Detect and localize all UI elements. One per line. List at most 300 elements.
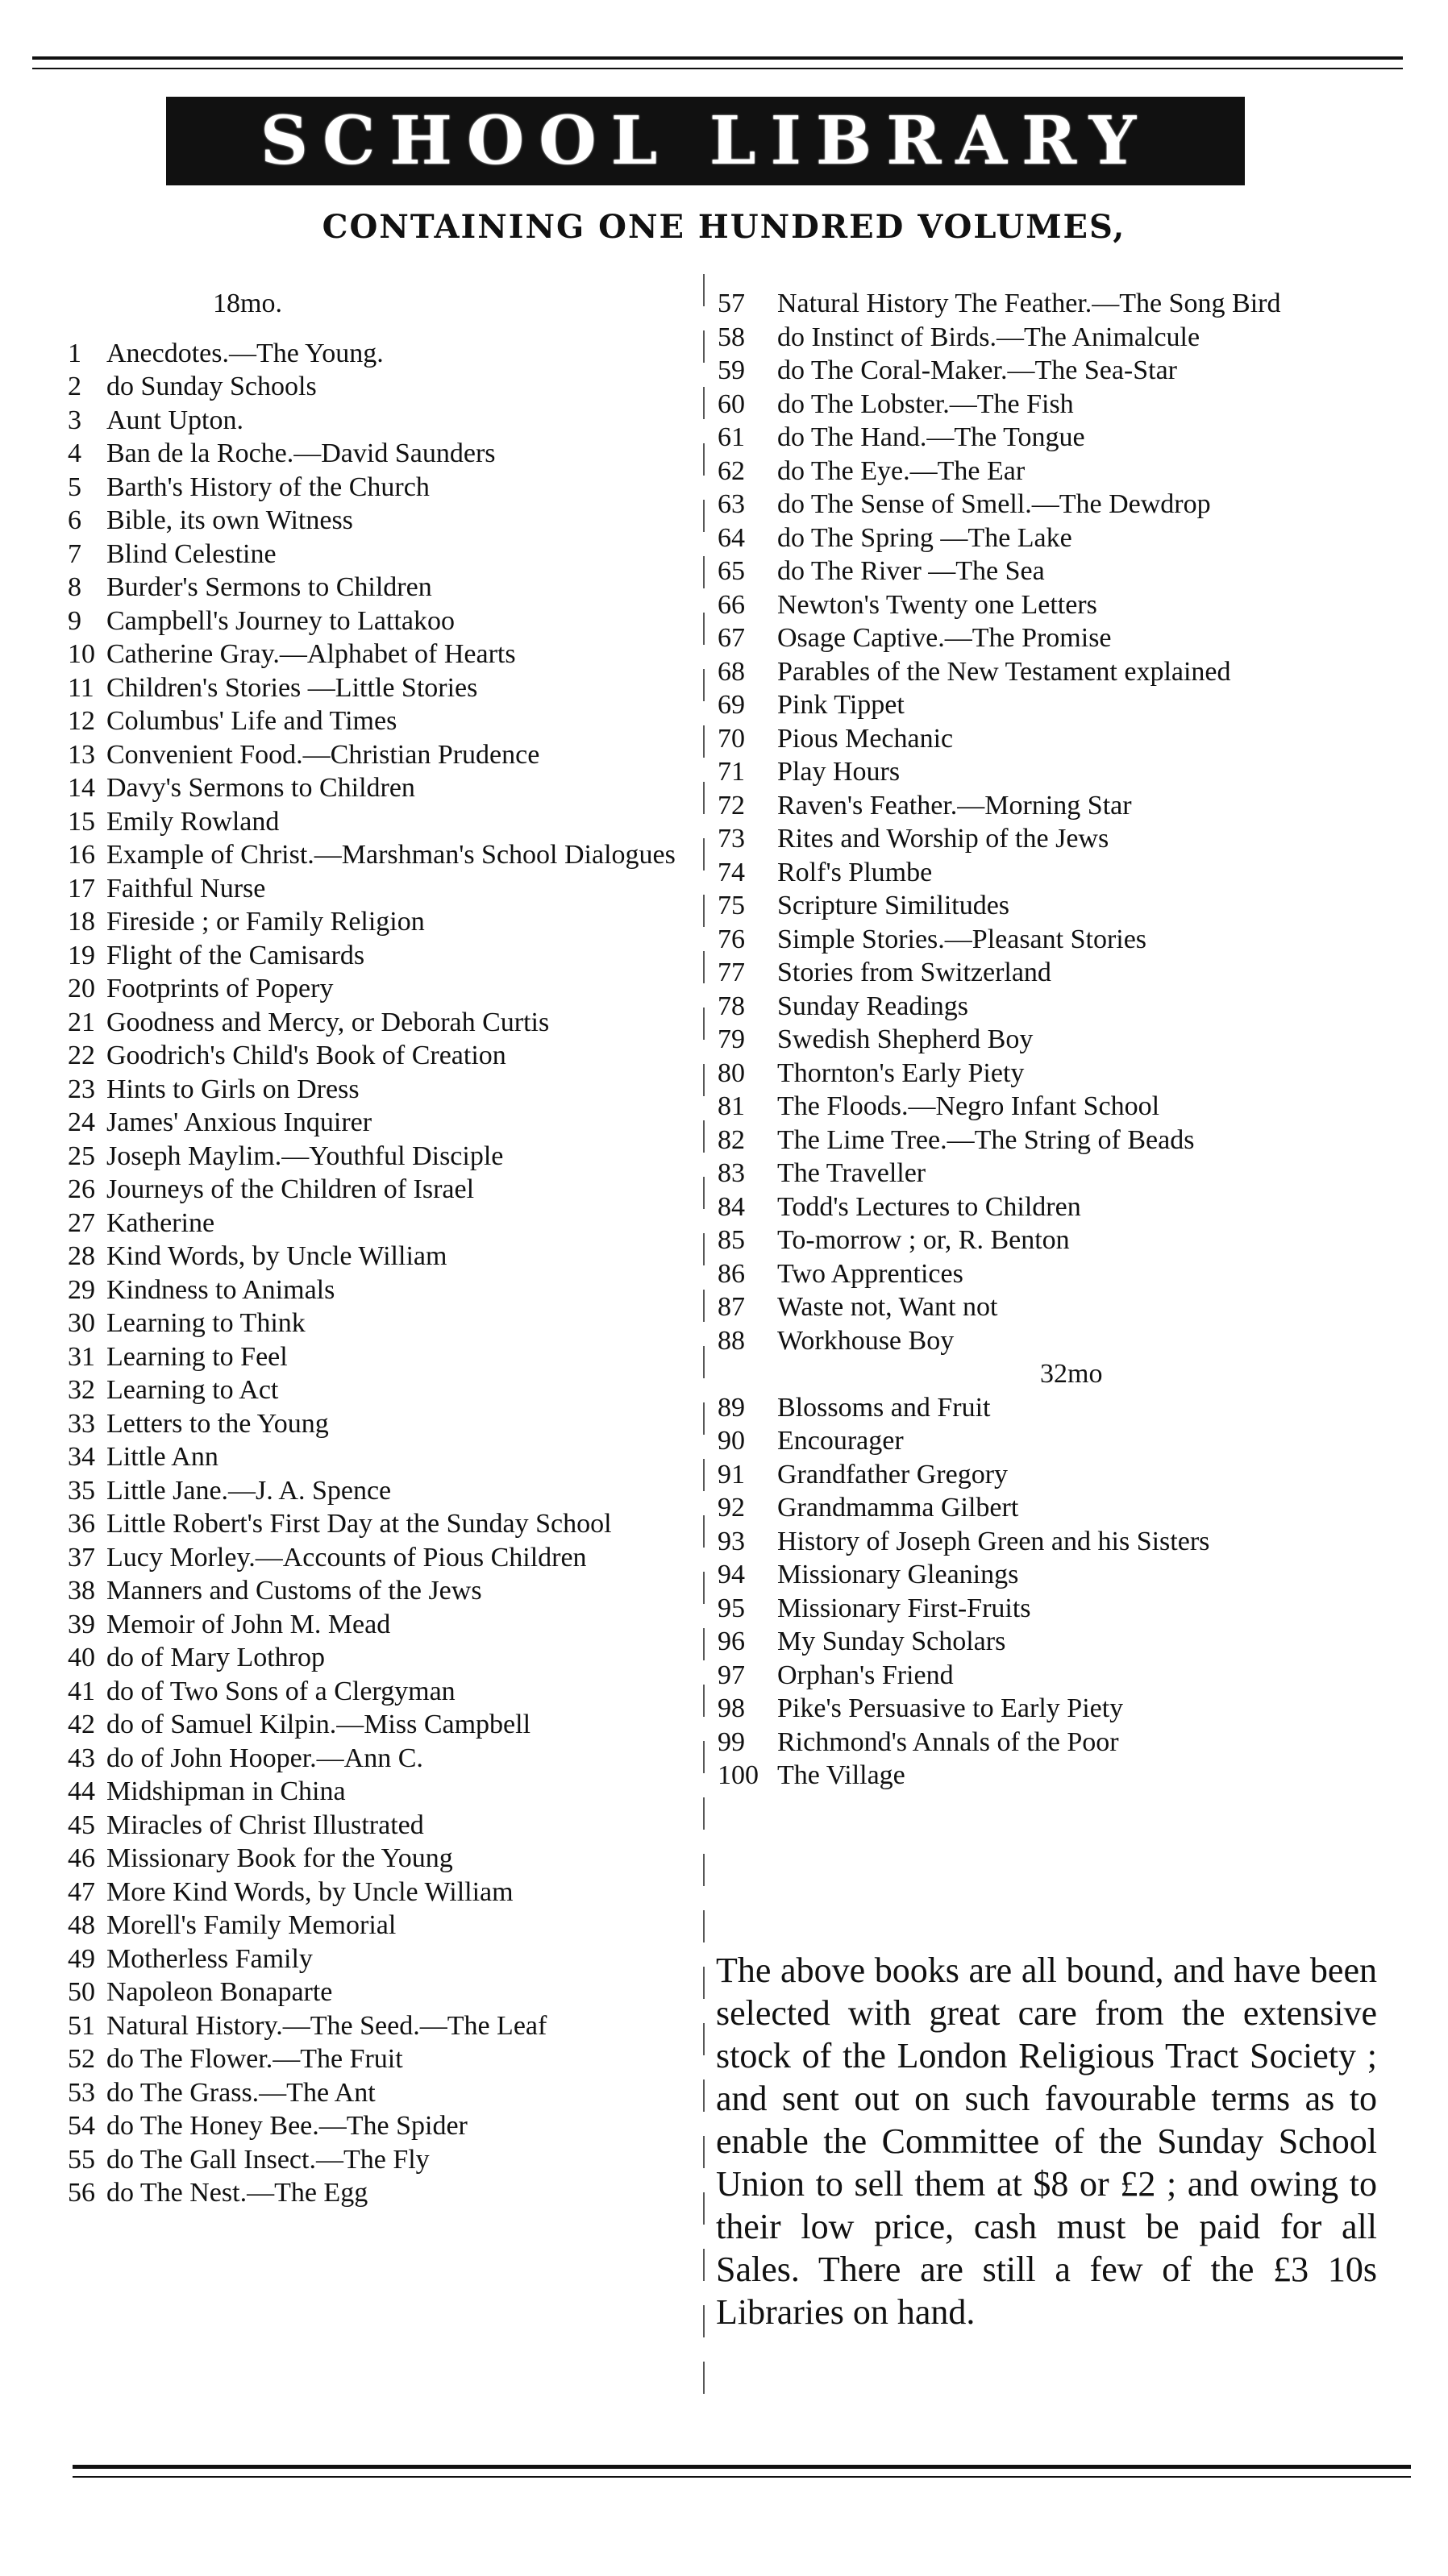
- item-number: 33: [68, 1408, 95, 1439]
- item-title: Raven's Feather.—Morning Star: [777, 790, 1132, 821]
- item-number: 46: [68, 1843, 95, 1873]
- item-number: 60: [718, 388, 745, 419]
- item-title: do The Honey Bee.—The Spider: [106, 2111, 468, 2141]
- item-title: Pike's Persuasive to Early Piety: [777, 1693, 1124, 1723]
- list-item: [68, 1207, 697, 1240]
- list-item: [68, 1340, 697, 1374]
- item-number: 54: [68, 2111, 95, 2141]
- item-number: 14: [68, 773, 95, 803]
- item-number: 16: [68, 840, 95, 870]
- item-title: Todd's Lectures to Children: [777, 1191, 1081, 1222]
- item-title: Osage Captive.—The Promise: [777, 623, 1112, 653]
- item-number: 31: [68, 1341, 95, 1372]
- item-title: Fireside ; or Family Religion: [106, 907, 425, 937]
- list-item: [68, 605, 697, 638]
- list-item: [718, 822, 1379, 856]
- item-number: 96: [718, 1627, 745, 1656]
- item-number: 53: [68, 2077, 95, 2108]
- list-item: [718, 354, 1379, 388]
- item-number: 20: [68, 974, 95, 1003]
- item-title: Encourager: [777, 1426, 904, 1456]
- item-number: 85: [718, 1225, 745, 1255]
- column-divider: [703, 274, 705, 2418]
- top-rule-2: [32, 68, 1403, 69]
- item-title: Napoleon Bonaparte: [106, 1977, 333, 2007]
- item-title: Manners and Customs of the Jews: [106, 1576, 482, 1606]
- item-number: 72: [718, 790, 745, 821]
- item-title: Missionary First-Fruits: [777, 1593, 1031, 1623]
- item-number: 84: [718, 1191, 745, 1222]
- left-list: [68, 337, 697, 2210]
- list-item: [68, 1073, 697, 1107]
- item-number: 29: [68, 1274, 95, 1305]
- item-title: do The Lobster.—The Fish: [777, 388, 1074, 419]
- list-item: [68, 1675, 697, 1709]
- list-item: [68, 1909, 697, 1942]
- bottom-rule-1: [73, 2465, 1411, 2469]
- list-item: [718, 521, 1379, 555]
- item-number: 8: [68, 572, 81, 602]
- list-item: [68, 1641, 697, 1675]
- list-item: [68, 1775, 697, 1809]
- list-item: [68, 1507, 697, 1541]
- item-title: Pink Tippet: [777, 690, 905, 720]
- item-number: 79: [718, 1024, 745, 1054]
- right-list: [718, 287, 1379, 1357]
- list-item: [718, 1458, 1379, 1492]
- item-title: Little Robert's First Day at the Sunday School: [106, 1509, 612, 1539]
- item-number: 63: [718, 489, 745, 519]
- item-number: 47: [68, 1876, 95, 1907]
- item-title: Blossoms and Fruit: [777, 1392, 991, 1423]
- list-item: [68, 2143, 697, 2177]
- section-heading: 32mo: [1040, 1359, 1103, 1389]
- list-item: [68, 1976, 697, 2009]
- item-title: Blind Celestine: [106, 538, 277, 569]
- list-item: [718, 588, 1379, 622]
- item-title: Kindness to Animals: [106, 1274, 335, 1305]
- item-number: 23: [68, 1074, 95, 1104]
- item-number: 91: [718, 1459, 745, 1490]
- list-item: [68, 939, 697, 973]
- list-item: [718, 1290, 1379, 1324]
- item-title: Natural History The Feather.—The Song Bird: [777, 289, 1281, 318]
- item-title: More Kind Words, by Uncle William: [106, 1876, 514, 1907]
- item-title: Newton's Twenty one Letters: [777, 589, 1097, 620]
- list-item: [68, 972, 697, 1006]
- list-item: [68, 1307, 697, 1340]
- list-item: [68, 1407, 697, 1441]
- list-item: [718, 1324, 1379, 1358]
- item-title: Convenient Food.—Christian Prudence: [106, 739, 540, 770]
- item-number: 27: [68, 1207, 95, 1238]
- item-number: 97: [718, 1660, 745, 1690]
- item-number: 43: [68, 1743, 95, 1773]
- item-title: Joseph Maylim.—Youthful Disciple: [106, 1141, 504, 1171]
- item-number: 58: [718, 322, 745, 352]
- item-number: 71: [718, 757, 745, 787]
- item-title: Goodness and Mercy, or Deborah Curtis: [106, 1007, 550, 1037]
- list-item: [718, 455, 1379, 488]
- item-number: 26: [68, 1174, 95, 1204]
- item-title: Natural History.—The Seed.—The Leaf: [106, 2010, 547, 2041]
- list-item: [718, 856, 1379, 890]
- list-item: [718, 1558, 1379, 1592]
- title-banner: [166, 97, 1245, 185]
- item-title: Davy's Sermons to Children: [106, 773, 415, 803]
- item-title: Rolf's Plumbe: [777, 857, 933, 887]
- list-item: [68, 905, 697, 939]
- list-item: [68, 1140, 697, 1174]
- item-number: 93: [718, 1526, 745, 1556]
- item-number: 55: [68, 2144, 95, 2175]
- item-number: 61: [718, 422, 745, 452]
- right-column: [718, 287, 1379, 1793]
- list-item: [68, 2109, 697, 2143]
- item-title: Orphan's Friend: [777, 1660, 954, 1690]
- item-title: Emily Rowland: [106, 806, 280, 837]
- list-item: [68, 1106, 697, 1140]
- item-title: Faithful Nurse: [106, 873, 266, 904]
- item-number: 59: [718, 355, 745, 385]
- list-item: [718, 990, 1379, 1024]
- item-title: Swedish Shepherd Boy: [777, 1024, 1034, 1054]
- item-title: Play Hours: [777, 757, 901, 787]
- item-number: 9: [68, 605, 81, 636]
- item-title: Ban de la Roche.—David Saunders: [106, 438, 496, 468]
- item-title: History of Joseph Green and his Sisters: [777, 1526, 1210, 1556]
- item-title: Grandfather Gregory: [777, 1459, 1009, 1490]
- item-number: 83: [718, 1158, 745, 1188]
- item-title: Learning to Feel: [106, 1341, 288, 1372]
- list-item: [68, 671, 697, 705]
- section-heading: 18mo.: [213, 289, 282, 318]
- item-title: Scripture Similitudes: [777, 891, 1010, 920]
- item-number: 21: [68, 1007, 95, 1037]
- subtitle: CONTAINING ONE HUNDRED VOLUMES,: [322, 208, 1126, 246]
- item-title: Journeys of the Children of Israel: [106, 1174, 475, 1204]
- item-number: 38: [68, 1576, 95, 1606]
- item-number: 13: [68, 739, 95, 770]
- item-number: 89: [718, 1392, 745, 1423]
- item-number: 99: [718, 1726, 745, 1757]
- list-item: [68, 838, 697, 872]
- item-title: Letters to the Young: [106, 1408, 329, 1439]
- item-title: Parables of the New Testament explained: [777, 656, 1231, 687]
- list-item: [718, 1692, 1379, 1726]
- item-title: Rites and Worship of the Jews: [777, 824, 1109, 854]
- list-item: [68, 1842, 697, 1876]
- item-title: Example of Christ.—Marshman's School Dialogues: [106, 840, 676, 870]
- item-title: The Village: [777, 1760, 905, 1790]
- item-title: Richmond's Annals of the Poor: [777, 1726, 1119, 1757]
- item-title: Barth's History of the Church: [106, 472, 430, 502]
- item-title: To-morrow ; or, R. Benton: [777, 1225, 1070, 1255]
- item-number: 100: [718, 1760, 759, 1790]
- list-item: [68, 471, 697, 505]
- item-number: 2: [68, 372, 81, 401]
- list-item: [68, 1173, 697, 1207]
- item-title: do of John Hooper.—Ann C.: [106, 1743, 423, 1773]
- item-number: 1: [68, 338, 81, 368]
- item-title: Memoir of John M. Mead: [106, 1609, 391, 1639]
- item-title: do Instinct of Birds.—The Animalcule: [777, 322, 1200, 352]
- list-item: [718, 1023, 1379, 1057]
- item-number: 80: [718, 1057, 745, 1088]
- item-number: 56: [68, 2178, 95, 2208]
- list-item: [718, 1592, 1379, 1626]
- notice-paragraph: The above books are all bound, and have been selected with great care from the extensive stock of the London Religious Tract Society ; and sent out on such favourable terms as to enable the Committee of the Sunday School Union to sell them at $8 or £2 ; and owing to their low price, cash must be paid for all Sales. There are still a few of the £3 10s Libraries on hand.: [716, 1951, 1377, 2332]
- list-item: [68, 1474, 697, 1508]
- list-item: [68, 1742, 697, 1776]
- list-item: [68, 2042, 697, 2076]
- item-number: 19: [68, 940, 95, 970]
- list-item: [718, 388, 1379, 422]
- item-number: 94: [718, 1560, 745, 1589]
- list-item: [718, 1491, 1379, 1525]
- item-number: 25: [68, 1141, 95, 1171]
- list-item: [718, 1124, 1379, 1157]
- bottom-rule-2: [73, 2476, 1411, 2478]
- item-title: Campbell's Journey to Lattakoo: [106, 605, 455, 636]
- item-number: 36: [68, 1509, 95, 1539]
- list-item: [68, 2009, 697, 2043]
- item-number: 98: [718, 1693, 745, 1723]
- top-rule-1: [32, 56, 1403, 60]
- item-number: 24: [68, 1107, 95, 1137]
- list-item: [68, 738, 697, 772]
- right-list: [718, 1391, 1379, 1793]
- item-number: 86: [718, 1258, 745, 1289]
- item-number: 35: [68, 1475, 95, 1506]
- list-item: [718, 287, 1379, 321]
- item-title: do The Hand.—The Tongue: [777, 422, 1085, 452]
- page-title: SCHOOL LIBRARY: [260, 102, 1151, 180]
- list-item: [718, 621, 1379, 655]
- item-number: 15: [68, 806, 95, 837]
- list-item: [68, 1273, 697, 1307]
- item-number: 45: [68, 1809, 95, 1840]
- item-title: Catherine Gray.—Alphabet of Hearts: [106, 639, 516, 669]
- item-number: 10: [68, 639, 95, 669]
- item-title: do The River —The Sea: [777, 556, 1045, 586]
- item-number: 6: [68, 505, 81, 535]
- item-number: 74: [718, 857, 745, 887]
- item-title: Two Apprentices: [777, 1258, 963, 1289]
- item-number: 66: [718, 589, 745, 620]
- item-number: 73: [718, 824, 745, 854]
- item-title: Waste not, Want not: [777, 1292, 998, 1322]
- list-item: [718, 1525, 1379, 1559]
- list-item: [718, 1726, 1379, 1760]
- item-number: 7: [68, 538, 81, 569]
- item-title: do The Sense of Smell.—The Dewdrop: [777, 489, 1211, 519]
- item-number: 44: [68, 1776, 95, 1806]
- item-number: 82: [718, 1124, 745, 1155]
- item-number: 77: [718, 958, 745, 987]
- item-title: do The Eye.—The Ear: [777, 455, 1026, 486]
- item-number: 52: [68, 2044, 95, 2074]
- item-title: Simple Stories.—Pleasant Stories: [777, 924, 1147, 954]
- item-number: 4: [68, 438, 81, 468]
- list-item: [718, 1057, 1379, 1091]
- list-item: [718, 1257, 1379, 1291]
- item-title: Hints to Girls on Dress: [106, 1074, 360, 1104]
- item-number: 75: [718, 891, 745, 920]
- item-number: 76: [718, 924, 745, 954]
- item-title: Anecdotes.—The Young.: [106, 338, 384, 368]
- item-number: 81: [718, 1091, 745, 1121]
- item-title: Little Jane.—J. A. Spence: [106, 1475, 392, 1506]
- list-item: [68, 771, 697, 805]
- item-number: 51: [68, 2010, 95, 2041]
- item-number: 42: [68, 1710, 95, 1739]
- item-title: do The Spring —The Lake: [777, 522, 1072, 553]
- list-item: [718, 923, 1379, 957]
- list-item: [68, 1608, 697, 1642]
- item-number: 3: [68, 405, 81, 435]
- item-title: do The Nest.—The Egg: [106, 2178, 368, 2208]
- item-number: 34: [68, 1442, 95, 1472]
- list-item: [68, 1876, 697, 1909]
- item-number: 88: [718, 1325, 745, 1356]
- item-number: 28: [68, 1241, 95, 1271]
- item-number: 18: [68, 907, 95, 937]
- item-title: Stories from Switzerland: [777, 958, 1051, 987]
- list-item: [68, 337, 697, 371]
- item-title: do The Gall Insect.—The Fly: [106, 2144, 430, 2175]
- item-number: 70: [718, 723, 745, 754]
- item-title: Grandmamma Gilbert: [777, 1493, 1019, 1523]
- list-item: [68, 1373, 697, 1407]
- item-number: 64: [718, 522, 745, 553]
- item-number: 49: [68, 1943, 95, 1974]
- list-item: [68, 704, 697, 738]
- list-item: [68, 638, 697, 671]
- item-title: My Sunday Scholars: [777, 1627, 1006, 1656]
- item-title: Aunt Upton.: [106, 405, 243, 435]
- list-item: [68, 504, 697, 538]
- list-item: [68, 1574, 697, 1608]
- list-item: [718, 789, 1379, 823]
- item-title: Workhouse Boy: [777, 1325, 955, 1356]
- item-title: Kind Words, by Uncle William: [106, 1241, 447, 1271]
- item-title: Bible, its own Witness: [106, 505, 353, 535]
- list-item: [718, 956, 1379, 990]
- item-number: 32: [68, 1375, 95, 1405]
- item-title: Motherless Family: [106, 1943, 313, 1974]
- item-number: 95: [718, 1593, 745, 1623]
- list-item: [68, 1039, 697, 1073]
- item-title: do of Two Sons of a Clergyman: [106, 1676, 456, 1706]
- item-title: Sunday Readings: [777, 991, 969, 1021]
- item-title: The Traveller: [777, 1158, 926, 1188]
- list-item: [68, 1240, 697, 1273]
- list-item: [68, 805, 697, 839]
- item-title: do The Coral-Maker.—The Sea-Star: [777, 355, 1178, 385]
- list-item: [718, 1224, 1379, 1257]
- list-item: [68, 872, 697, 906]
- item-title: Flight of the Camisards: [106, 940, 365, 970]
- list-item: [68, 1541, 697, 1575]
- list-item: [68, 437, 697, 471]
- list-item: [68, 538, 697, 571]
- list-item: [718, 1391, 1379, 1425]
- item-number: 68: [718, 656, 745, 687]
- item-number: 62: [718, 455, 745, 486]
- item-number: 40: [68, 1643, 95, 1672]
- list-item: [718, 1157, 1379, 1190]
- list-item: [718, 488, 1379, 521]
- item-number: 48: [68, 1910, 95, 1940]
- left-column: [68, 287, 697, 2210]
- list-item: [718, 655, 1379, 689]
- list-item: [68, 1708, 697, 1742]
- item-title: Missionary Gleanings: [777, 1560, 1019, 1589]
- list-item: [718, 722, 1379, 756]
- item-title: Miracles of Christ Illustrated: [106, 1809, 424, 1840]
- item-number: 90: [718, 1426, 745, 1456]
- item-title: do Sunday Schools: [106, 372, 317, 401]
- item-title: Burder's Sermons to Children: [106, 572, 432, 602]
- item-number: 87: [718, 1292, 745, 1322]
- list-item: [718, 421, 1379, 455]
- list-item: [718, 1090, 1379, 1124]
- item-title: do of Mary Lothrop: [106, 1643, 326, 1672]
- item-number: 65: [718, 556, 745, 586]
- list-item: [68, 404, 697, 438]
- item-number: 67: [718, 623, 745, 653]
- item-title: Thornton's Early Piety: [777, 1057, 1025, 1088]
- list-item: [718, 1424, 1379, 1458]
- item-number: 57: [718, 289, 745, 318]
- list-item: [718, 555, 1379, 588]
- list-item: [68, 2176, 697, 2210]
- item-number: 78: [718, 991, 745, 1021]
- item-number: 41: [68, 1676, 95, 1706]
- list-item: [718, 1190, 1379, 1224]
- item-number: 39: [68, 1609, 95, 1639]
- item-title: do The Grass.—The Ant: [106, 2077, 376, 2108]
- item-number: 5: [68, 472, 81, 502]
- item-title: Katherine: [106, 1207, 215, 1238]
- item-title: Footprints of Popery: [106, 974, 334, 1003]
- item-title: do The Flower.—The Fruit: [106, 2044, 403, 2074]
- item-title: The Floods.—Negro Infant School: [777, 1091, 1160, 1121]
- item-title: Pious Mechanic: [777, 723, 954, 754]
- list-item: [68, 1809, 697, 1843]
- item-number: 30: [68, 1308, 95, 1338]
- list-item: [718, 688, 1379, 722]
- list-item: [68, 1440, 697, 1474]
- item-title: Children's Stories —Little Stories: [106, 672, 478, 703]
- list-item: [718, 1759, 1379, 1793]
- list-item: [68, 571, 697, 605]
- item-title: Missionary Book for the Young: [106, 1843, 453, 1873]
- list-item: [718, 1659, 1379, 1693]
- item-title: Columbus' Life and Times: [106, 706, 397, 736]
- item-title: do of Samuel Kilpin.—Miss Campbell: [106, 1710, 531, 1739]
- item-title: Lucy Morley.—Accounts of Pious Children: [106, 1542, 587, 1573]
- item-title: Morell's Family Memorial: [106, 1910, 397, 1940]
- list-item: [68, 1006, 697, 1040]
- item-number: 12: [68, 706, 95, 736]
- list-item: [68, 1942, 697, 1976]
- item-number: 69: [718, 690, 745, 720]
- item-title: Goodrich's Child's Book of Creation: [106, 1041, 506, 1070]
- list-item: [718, 1625, 1379, 1659]
- list-item: [718, 755, 1379, 789]
